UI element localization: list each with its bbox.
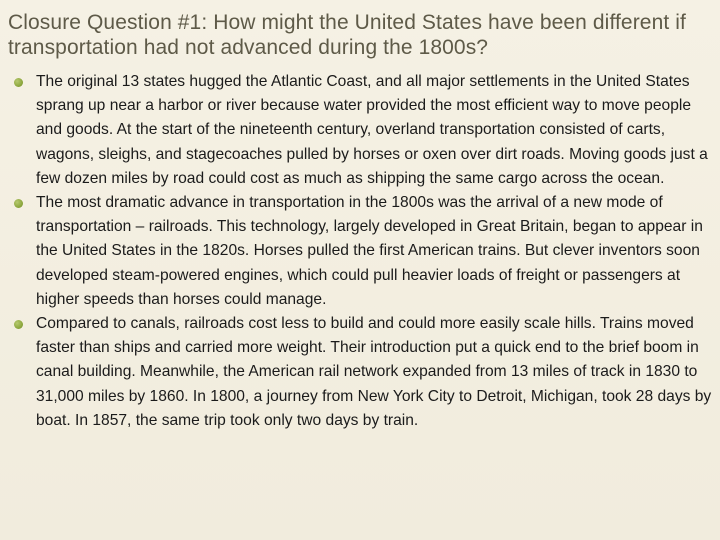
bullet-dot-icon [14,78,23,87]
bullet-text: Compared to canals, railroads cost less to build and could more easily scale hills. Trains moved faster than ships and carried more weight. Their introduction put a quick end to the brief boom in canal building. Meanwhile, the American rail network expanded from 13 miles of track in 1830 to 31,000 miles by 1860. In 1800, a journey from New York City to Detroit, Michigan, took 28 days by boat. In 1857, the same trip took only two days by train. [36,315,712,429]
bullet-item [14,191,714,312]
bullet-dot-icon [14,320,23,329]
bullet-text: The original 13 states hugged the Atlantic Coast, and all major settlements in the United States sprang up near a harbor or river because water provided the most efficient way to move people and goods. At the start of the nineteenth century, overland transportation consisted of carts, wagons, sleighs, and stagecoaches pulled by horses or oxen over dirt roads. Moving goods just a few dozen miles by road could cost as much as shipping the same cargo across the ocean. [36,73,708,187]
bullet-text: The most dramatic advance in transportation in the 1800s was the arrival of a new mode of transportation – railroads. This technology, largely developed in Great Britain, began to appear in the United States in the 1820s. Horses pulled the first American trains. But clever inventors soon developed steam-powered engines, which could pull heavier loads of freight or passengers at higher speeds than horses could manage. [36,194,703,308]
bullet-dot-icon [14,199,23,208]
slide-title: Closure Question #1: How might the United States have been different if transportation had not advanced during the 1800s? [8,11,686,59]
bullet-item [14,70,714,191]
bullet-item [14,312,714,433]
bullet-list [14,70,714,433]
